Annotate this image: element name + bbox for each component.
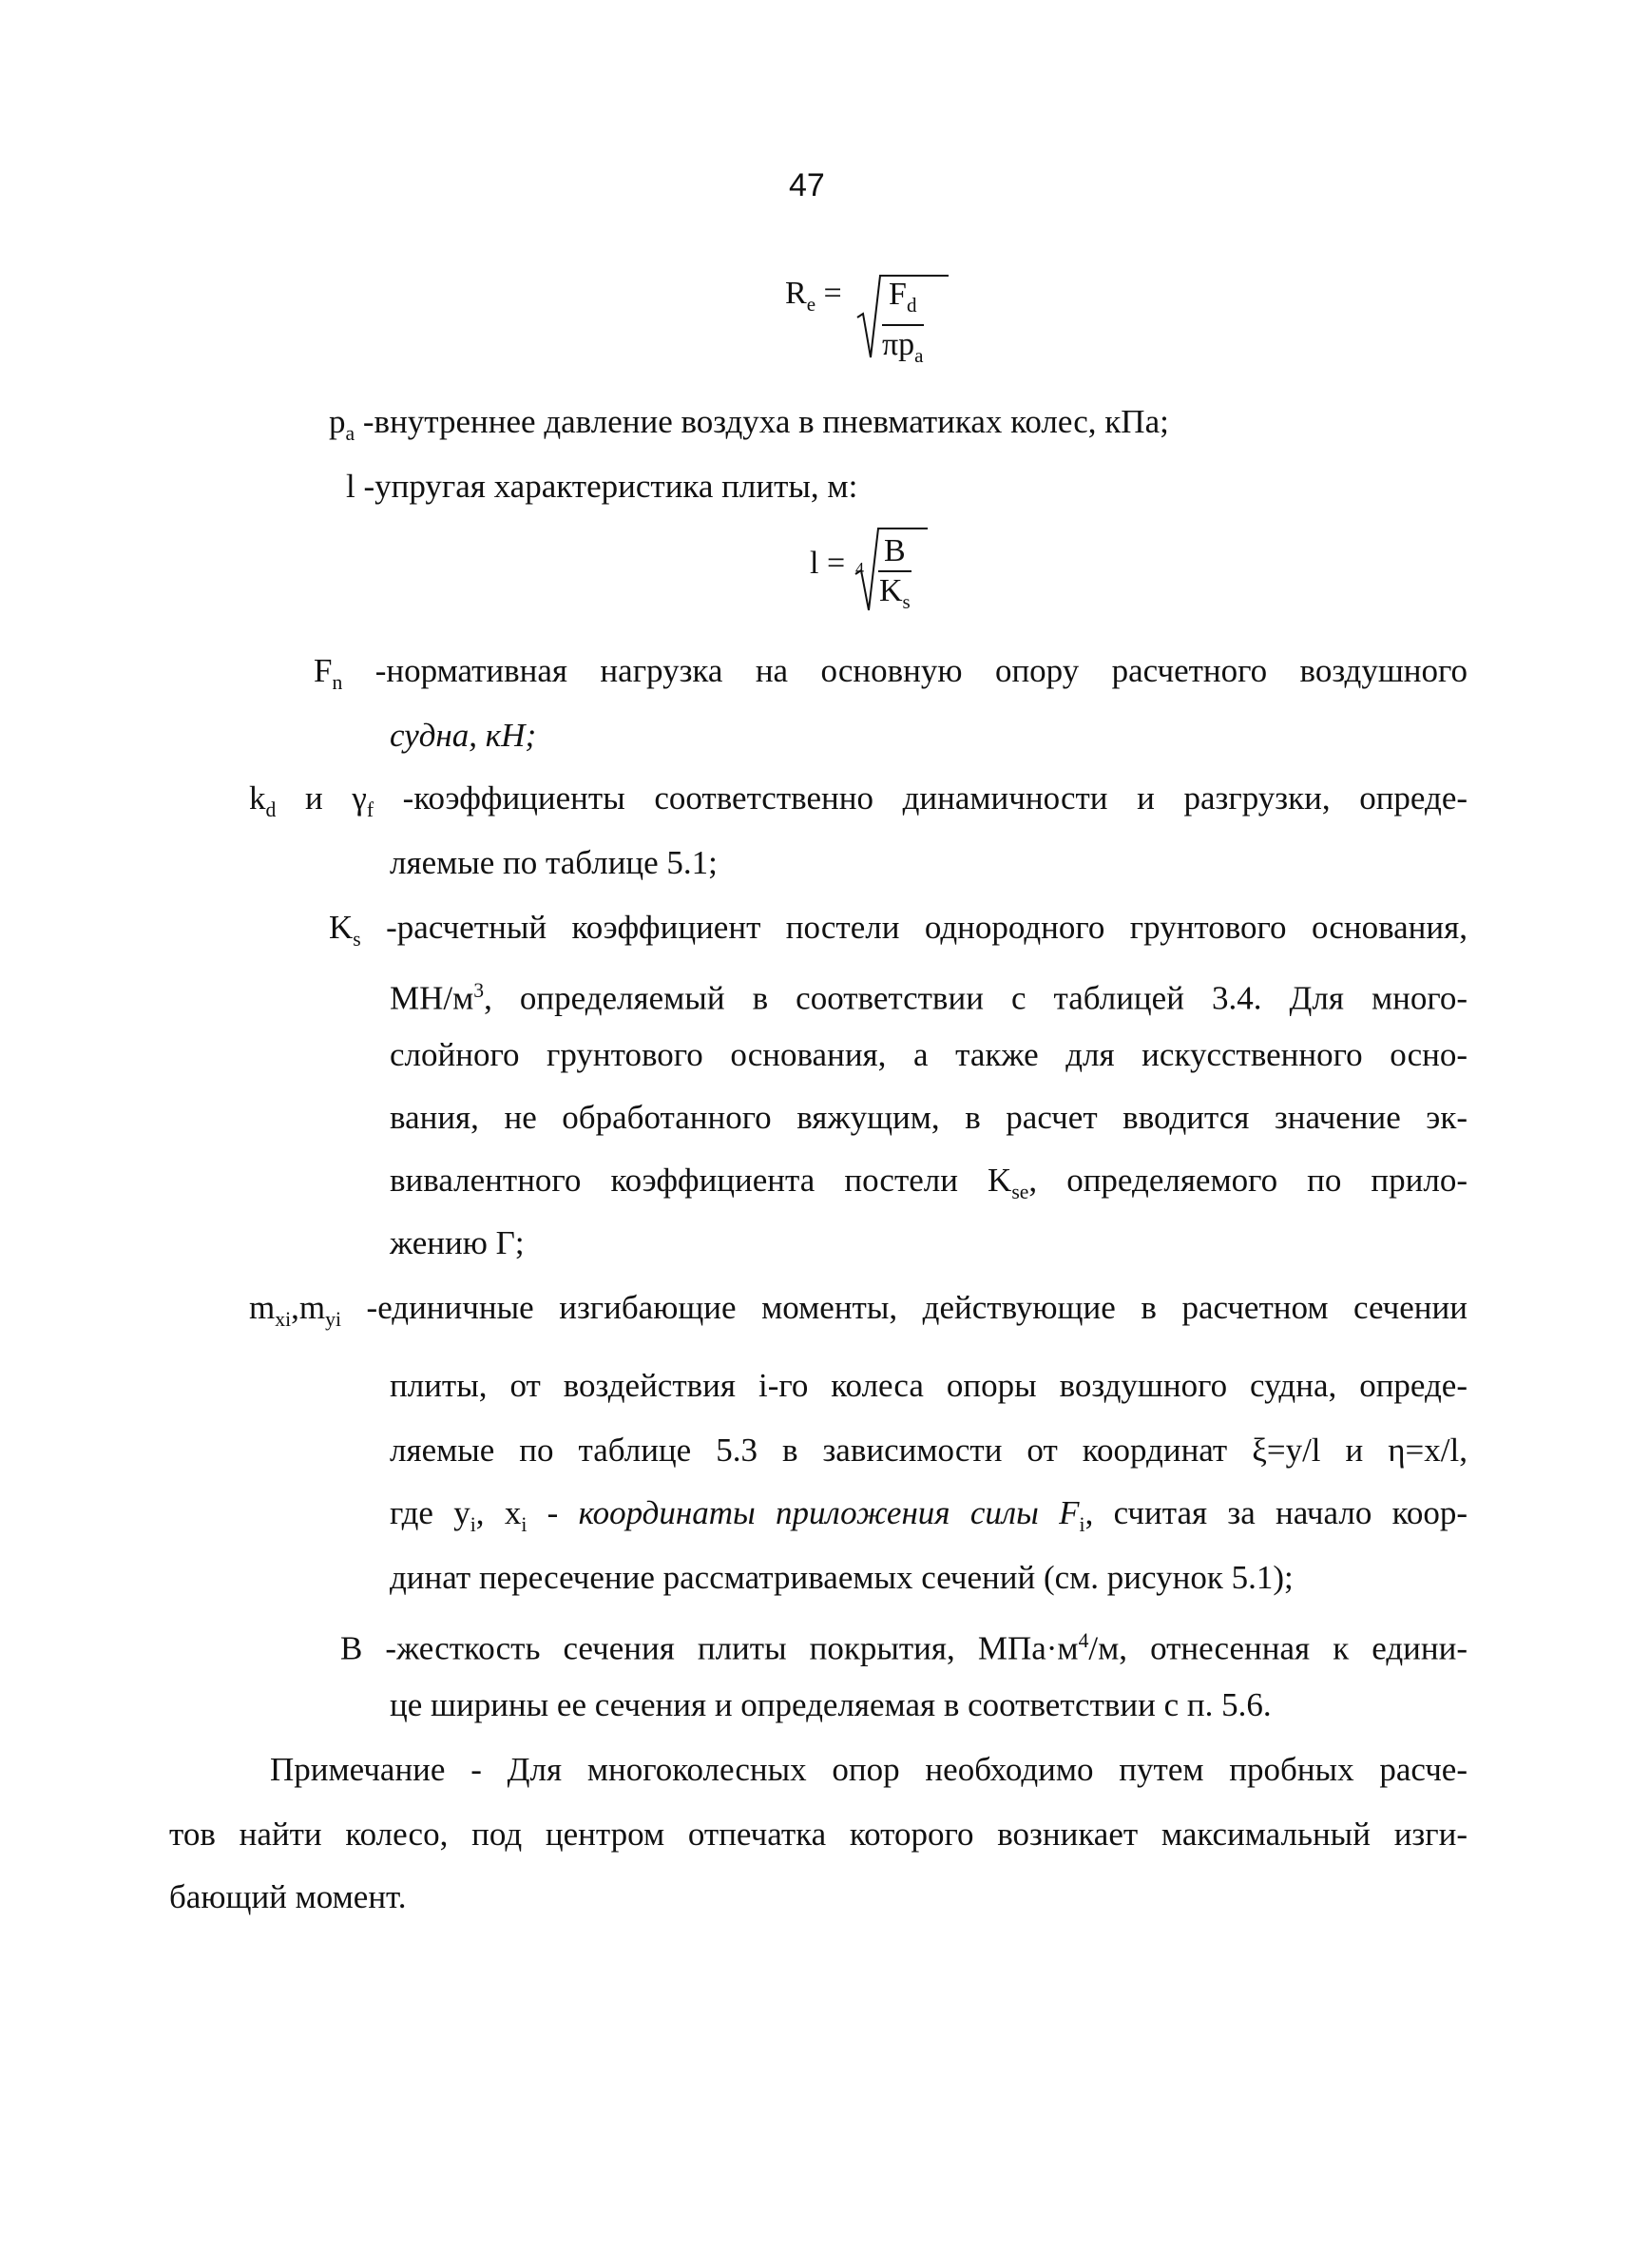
def-ks-line5-a: вивалентного коэффициента постели K — [390, 1162, 1012, 1199]
def-m-line4-s3: i — [1079, 1513, 1085, 1536]
def-kd-symbol-sub: d — [265, 798, 277, 821]
def-l — [346, 452, 857, 521]
def-b-line1-sup: 4 — [1078, 1629, 1089, 1652]
formula-l — [810, 546, 845, 582]
def-ks-line2-a: МН/м — [390, 979, 474, 1017]
def-m-line2: плиты, от воздействия i-го колеса опоры воздушного судна, опреде- — [390, 1367, 1468, 1404]
formula-re-num-sub: d — [906, 293, 917, 317]
def-fn-text: -нормативная нагрузка на основную опору расчетного воздушного — [342, 652, 1468, 689]
formula-re — [785, 276, 842, 317]
note-line1: Примечание - Для многоколесных опор необходимо путем пробных расче- — [270, 1751, 1468, 1788]
def-fn-symbol: F — [314, 652, 333, 689]
formula-l-fraction — [878, 532, 911, 621]
formula-re-den: πp — [882, 326, 915, 362]
def-b-line2: це ширины ее сечения и определяемая в соответствии с п. 5.6. — [390, 1686, 1272, 1723]
def-m-line4-d: , считая за начало коор- — [1084, 1494, 1468, 1531]
def-m-line4-a: где y — [390, 1494, 470, 1531]
formula-re-num: F — [889, 277, 907, 312]
def-l-text: -упругая характеристика плиты, м: — [355, 468, 858, 505]
def-l-symbol: l — [346, 468, 355, 505]
def-ks-line6: жению Г; — [390, 1224, 525, 1261]
def-b-symbol: B — [340, 1629, 363, 1667]
def-ks-line2-b: , определяемый в соответствии с таблицей 3.4. Для много- — [484, 979, 1468, 1017]
def-m-line4-c: - координаты приложения силы F — [527, 1494, 1080, 1531]
def-kd-line2: ляемые по таблице 5.1; — [390, 844, 718, 881]
def-kd-symbol: k — [249, 779, 266, 817]
def-b-line1-b: /м, отнесенная к едини- — [1088, 1629, 1468, 1667]
def-my-symbol: m — [298, 1289, 326, 1326]
def-my-symbol-sub: yi — [325, 1308, 341, 1331]
def-pa-symbol-sub: a — [345, 422, 355, 445]
def-fn-symbol-sub: n — [332, 671, 343, 694]
def-gf-symbol-sub: f — [366, 798, 374, 821]
def-b-line1-a: -жесткость сечения плиты покрытия, МПа·м — [362, 1629, 1079, 1667]
def-kd-conj: и — [276, 779, 353, 817]
formula-re-fraction — [882, 276, 924, 375]
formula-re-eq: = — [823, 276, 842, 311]
def-gf-symbol: γ — [352, 779, 367, 817]
formula-l-lhs: l — [810, 546, 819, 581]
def-m-sep: , — [291, 1289, 299, 1326]
formula-l-root-index: 4 — [855, 559, 864, 578]
def-ks-symbol-sub: s — [353, 928, 361, 951]
note-line2: тов найти колесо, под центром отпечатка которого возникает максимальный изги- — [169, 1816, 1468, 1853]
def-m-line4-s1: i — [470, 1513, 476, 1536]
def-ks-line5-sub: se — [1011, 1181, 1029, 1203]
def-mx-symbol: m — [249, 1289, 276, 1326]
page-number: 47 — [789, 167, 825, 203]
def-m-line4-b: , x — [475, 1494, 522, 1531]
def-m-line4-s2: i — [521, 1513, 528, 1536]
formula-l-den-sub: s — [902, 589, 911, 613]
def-fn-line2: судна, кН; — [390, 717, 537, 754]
def-m-line5: динат пересечение рассматриваемых сечений (см. рисунок 5.1); — [390, 1559, 1294, 1596]
def-mx-symbol-sub: xi — [275, 1308, 292, 1331]
def-ks-line3: слойного грунтового основания, а также для искусственного осно- — [390, 1036, 1468, 1073]
formula-re-lhs-sub: e — [806, 292, 816, 316]
note-line3: бающий момент. — [169, 1878, 407, 1915]
formula-re-lhs: R — [785, 276, 807, 311]
def-pa-symbol: p — [329, 403, 346, 440]
formula-l-den: K — [878, 573, 903, 608]
def-ks-text: -расчетный коэффициент постели однородного грунтового основания, — [360, 909, 1468, 946]
def-pa-text: -внутреннее давление воздуха в пневматиках колес, кПа; — [355, 403, 1169, 440]
def-ks-symbol: K — [329, 909, 354, 946]
def-ks-line5-b: , определяемого по прило- — [1028, 1162, 1468, 1199]
def-m-text: -единичные изгибающие моменты, действующие в расчетном сечении — [340, 1289, 1468, 1326]
def-kd-text: -коэффициенты соответственно динамичности и разгрузки, опреде- — [374, 779, 1468, 817]
formula-l-num: B — [884, 533, 906, 568]
def-m-line1 — [249, 1274, 1468, 1354]
def-m-line3: ляемые по таблице 5.3 в зависимости от координат ξ=y/l и η=x/l, — [390, 1432, 1468, 1469]
def-ks-line4: вания, не обработанного вяжущим, в расчет вводится значение эк- — [390, 1099, 1468, 1136]
formula-l-eq: = — [826, 546, 846, 581]
def-ks-line5 — [390, 1146, 1468, 1226]
formula-re-den-sub: a — [914, 343, 924, 367]
def-ks-line2-sup: 3 — [473, 979, 485, 1002]
